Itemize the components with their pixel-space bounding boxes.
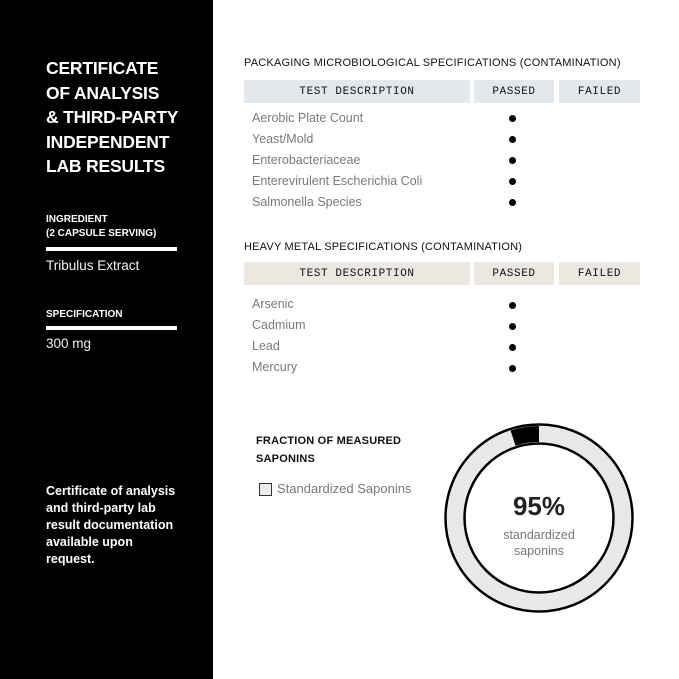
metal-header-passed: PASSED: [474, 262, 554, 285]
saponins-title-line: FRACTION OF MEASURED: [256, 435, 402, 447]
percent-caption: [444, 527, 634, 559]
micro-header-failed: FAILED: [559, 80, 640, 103]
passed-dot-icon: [509, 323, 516, 330]
passed-dot-icon: [509, 199, 516, 206]
note-line: available upon: [46, 535, 133, 549]
passed-dot-icon: [509, 157, 516, 164]
sidebar-panel: [0, 0, 213, 679]
title-line: INDEPENDENT: [46, 131, 170, 152]
note-line: and third-party lab: [46, 501, 156, 515]
passed-dot-icon: [509, 178, 516, 185]
micro-row-label: Yeast/Mold: [252, 132, 314, 146]
metal-header-test-description: TEST DESCRIPTION: [244, 262, 470, 285]
note-line: request.: [46, 552, 95, 566]
passed-dot-icon: [509, 302, 516, 309]
specification-value: 300 mg: [46, 336, 92, 351]
ingredient-value: Tribulus Extract: [46, 258, 140, 273]
title-line: CERTIFICATE: [46, 58, 159, 78]
saponins-title-line: SAPONINS: [256, 453, 316, 465]
passed-dot-icon: [509, 365, 516, 372]
metal-row-label: Arsenic: [252, 297, 294, 311]
specification-label: SPECIFICATION: [46, 309, 123, 320]
micro-row-label: Enterevirulent Escherichia Coli: [252, 174, 423, 188]
micro-section-title: PACKAGING MICROBIOLOGICAL SPECIFICATIONS (CONTAMINATION): [244, 57, 621, 69]
passed-dot-icon: [509, 344, 516, 351]
note-line: result documentation: [46, 518, 174, 532]
micro-row-label: Salmonella Species: [252, 195, 362, 209]
ingredient-label: [46, 213, 156, 241]
metal-section-title: HEAVY METAL SPECIFICATIONS (CONTAMINATION): [244, 241, 523, 253]
title-line: LAB RESULTS: [46, 156, 166, 176]
legend-label: Standardized Saponins: [277, 481, 412, 496]
micro-row-label: Enterobacteriaceae: [252, 153, 361, 167]
percent-caption-line: standardized: [503, 528, 575, 542]
passed-dot-icon: [509, 136, 516, 143]
micro-row-label: Aerobic Plate Count: [252, 111, 364, 125]
ingredient-label-line: (2 CAPSULE SERVING): [46, 228, 157, 239]
metal-row-label: Mercury: [252, 360, 298, 374]
specification-divider: [46, 326, 177, 330]
note-line: Certificate of analysis: [46, 484, 176, 498]
percent-value: 95%: [512, 491, 566, 521]
passed-dot-icon: [509, 115, 516, 122]
metal-header-failed: FAILED: [559, 262, 640, 285]
saponins-title: [256, 432, 436, 468]
title-line: & THIRD-PARTY: [46, 107, 179, 127]
title-line: OF ANALYSIS: [46, 82, 160, 103]
metal-row-label: Cadmium: [252, 318, 306, 332]
micro-header-test-description: TEST DESCRIPTION: [244, 80, 470, 103]
metal-row-label: Lead: [252, 339, 280, 353]
ingredient-divider: [46, 247, 177, 251]
micro-header-passed: PASSED: [474, 80, 554, 103]
documentation-note: [46, 483, 206, 568]
ingredient-label-line: INGREDIENT: [46, 214, 108, 225]
legend-swatch: [259, 483, 272, 496]
certificate-title: [46, 56, 206, 179]
percent-caption-line: saponins: [513, 544, 565, 558]
